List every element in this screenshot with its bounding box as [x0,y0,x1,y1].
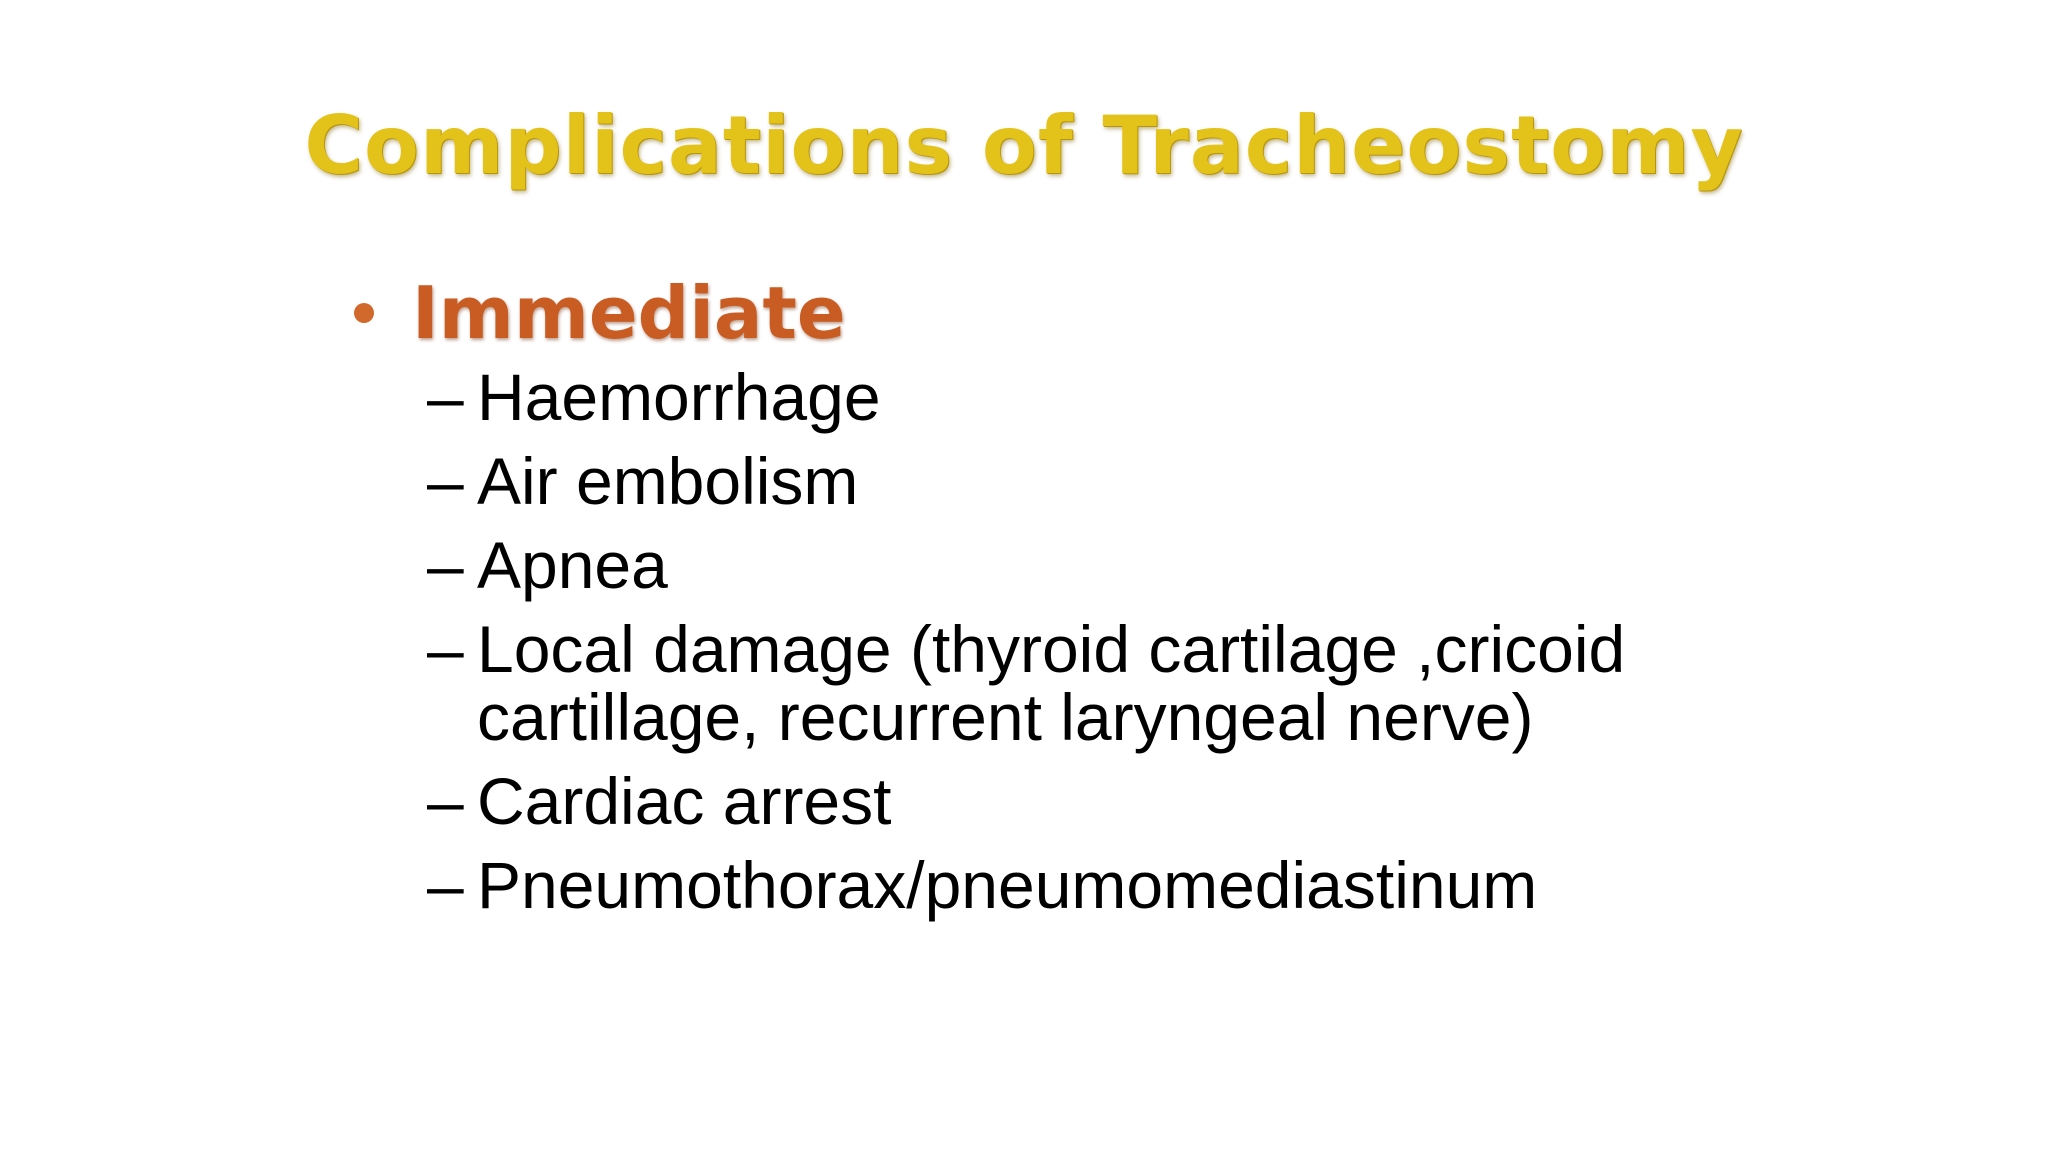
list-item [345,360,1845,434]
list-item [345,848,1845,922]
list-item [345,764,1845,838]
dash-icon: – [427,360,464,434]
dash-icon: – [427,612,464,686]
list-item [345,444,1845,518]
dash-icon: – [427,764,464,838]
bullet-dot-icon [354,303,374,323]
list-item-label: Cardiac arrest [477,764,892,838]
list-item-label: Apnea [477,528,668,602]
list-item-label: Pneumothorax/pneumomediastinum [477,848,1538,922]
main-bullet-label: Immediate [412,271,846,355]
list-item-label: Air embolism [477,444,859,518]
dash-icon: – [427,444,464,518]
list-item-label: Haemorrhage [477,360,881,434]
slide-content [345,265,1845,935]
slide-title: Complications of Tracheostomy [304,99,1744,192]
list-item [345,528,1845,602]
dash-icon: – [427,528,464,602]
main-bullet-item [345,265,1845,361]
list-item [345,612,1845,754]
dash-icon: – [427,848,464,922]
list-item-label: Local damage (thyroid cartilage ,cricoid cartillage, recurrent laryngeal nerve) [477,612,1626,754]
sub-bullet-list [345,360,1845,922]
